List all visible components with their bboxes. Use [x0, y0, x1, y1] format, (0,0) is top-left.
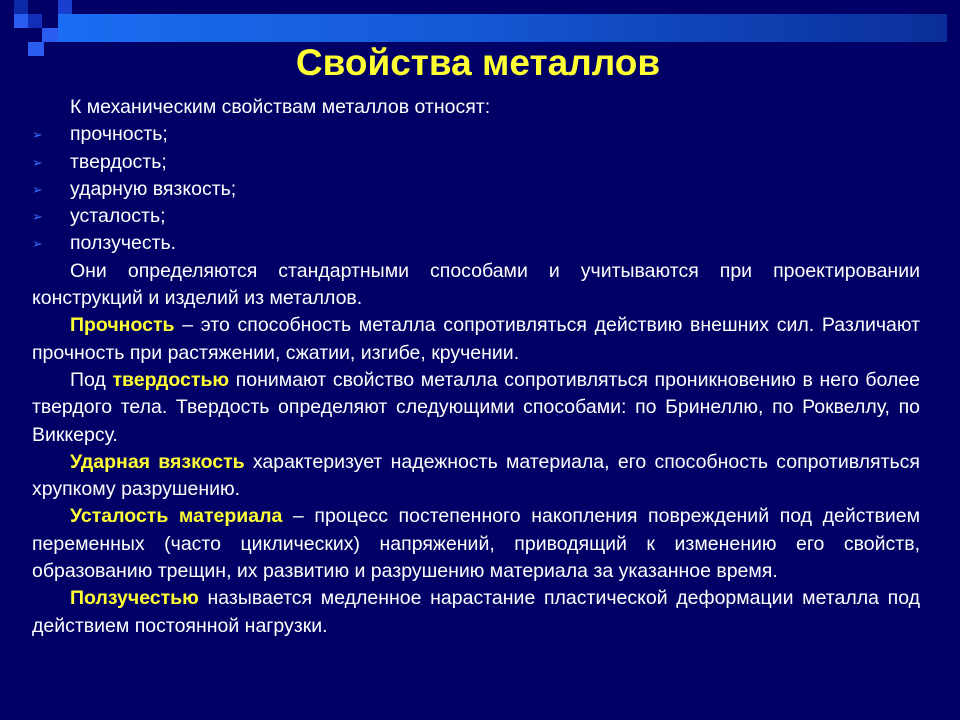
definition: понимают свойство металла сопротивляться проникновению в него более твердого тела. Твердость определяют следующими способами: по Бринеллю, по Роквеллу, по Виккерсу. — [32, 368, 920, 446]
list-item-text: ударную вязкость; — [70, 177, 237, 200]
paragraph-methods: Они определяются стандартными способами и учитываются при проектировании конструкций и изделий из металлов. — [32, 259, 920, 310]
paragraph-creep — [32, 585, 920, 640]
paragraph-impact-toughness — [32, 449, 920, 504]
arrow-bullet-icon: ➢ — [32, 209, 43, 225]
slide-title: Свойства металлов — [295, 42, 661, 83]
paragraph-hardness — [32, 367, 920, 449]
paragraph-strength — [32, 312, 920, 367]
arrow-bullet-icon: ➢ — [32, 127, 43, 143]
list-item-text: твердость; — [70, 150, 167, 173]
term-impact-toughness: Ударная вязкость — [70, 450, 245, 473]
list-item — [32, 149, 920, 176]
definition: – это способность металла сопротивляться действию внешних сил. Различают прочность при растяжении, сжатии, изгибе, кручении. — [32, 314, 920, 364]
header-bar — [58, 14, 947, 42]
intro-text: К механическим свойствам металлов относят: — [70, 96, 491, 118]
definition: называется медленное нарастание пластической деформации металла под действием постоянной нагрузки. — [32, 587, 920, 637]
definition: характеризует надежность материала, его способность сопротивляться хрупкому разрушению. — [32, 450, 920, 501]
term-strength: Прочность — [70, 314, 175, 337]
list-item-text: ползучесть. — [70, 232, 177, 255]
arrow-bullet-icon: ➢ — [32, 154, 43, 170]
list-item-text: прочность; — [70, 123, 168, 146]
list-item — [32, 176, 920, 203]
list-item-text: усталость; — [70, 205, 166, 228]
list-item — [32, 230, 920, 257]
term-creep: Ползучестью — [70, 587, 199, 610]
term-hardness: твердостью — [112, 368, 230, 391]
arrow-bullet-icon: ➢ — [32, 181, 43, 197]
list-item — [32, 203, 920, 230]
list-item — [32, 121, 920, 148]
text: Под — [70, 368, 113, 391]
paragraph-fatigue — [32, 503, 920, 585]
definition: – процесс постепенного накопления повреждений под действием переменных (часто циклических) напряжений, приводящий к изменению его свойств, образованию трещин, их развитию и разрушению материала за указанное время. — [32, 505, 920, 583]
slide-content — [32, 94, 920, 640]
arrow-bullet-icon: ➢ — [32, 236, 43, 252]
term-fatigue: Усталость материала — [70, 505, 283, 528]
